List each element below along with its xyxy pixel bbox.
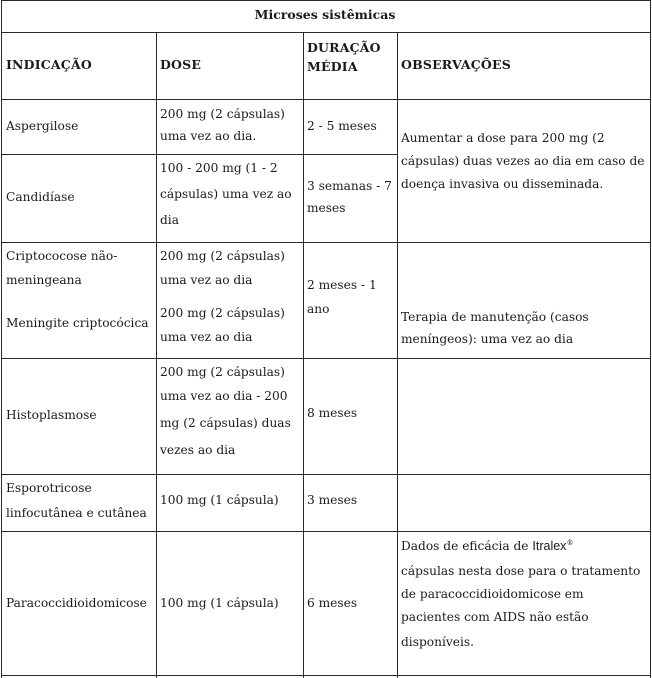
duration-histoplasmose: 8 meses [307, 406, 358, 420]
row-divider-4 [1, 474, 650, 475]
dose-aspergilose-l2: uma vez ao dia. [160, 129, 257, 143]
obs-dose-increase-l1: Aumentar a dose para 200 mg (2 [401, 131, 605, 145]
obs-paracoccidioidomicose-l1 [401, 536, 573, 556]
obs-paracoccidioidomicose-l3: de paracoccidioidomicose em [401, 587, 584, 601]
duration-criptococose-l2: ano [307, 302, 330, 316]
indication-paracoccidioidomicose: Paracoccidioidomicose [6, 596, 147, 610]
row-divider-3 [1, 358, 650, 359]
header-duration-line2: MÉDIA [307, 59, 358, 74]
duration-esporotricose: 3 meses [307, 493, 358, 507]
dose-esporotricose: 100 mg (1 cápsula) [160, 493, 279, 507]
col-divider-1 [156, 32, 157, 678]
indication-aspergilose: Aspergilose [6, 119, 79, 133]
table-caption: Microses sistêmicas [254, 7, 396, 22]
indication-criptococose-l1: Criptococose não- [6, 249, 118, 263]
indication-criptococose-l2: meningeana [6, 273, 82, 287]
header-dose: DOSE [160, 57, 202, 72]
obs-dose-increase-l3: doença invasiva ou disseminada. [401, 177, 604, 191]
brand-name: Itralex [532, 539, 567, 553]
dose-histoplasmose-l4: vezes ao dia [160, 443, 236, 457]
caption-divider [1, 32, 650, 33]
indication-esporotricose-l2: linfocutânea e cutânea [6, 506, 147, 520]
header-divider [1, 99, 650, 100]
obs-meningite-l2: meníngeos): uma vez ao dia [401, 332, 574, 346]
obs-paracoccidioidomicose-l2: cápsulas nesta dose para o tratamento [401, 564, 641, 578]
dose-meningite-l1: 200 mg (2 cápsulas) [160, 306, 285, 320]
obs-dose-increase-l2: cápsulas) duas vezes ao dia em caso de [401, 154, 645, 168]
obs-paracoccidioidomicose-l4: pacientes com AIDS não estão [401, 610, 589, 624]
duration-criptococose-l1: 2 meses - 1 [307, 278, 377, 292]
dose-paracoccidioidomicose: 100 mg (1 cápsula) [160, 596, 279, 610]
duration-paracoccidioidomicose: 6 meses [307, 596, 358, 610]
header-indication: INDICAÇÃO [6, 57, 92, 72]
obs-efficacy-text: Dados de eficácia de [401, 539, 529, 553]
indication-esporotricose-l1: Esporotricose [6, 481, 92, 495]
obs-paracoccidioidomicose-l5: disponíveis. [401, 635, 474, 649]
border-left [1, 0, 2, 678]
duration-candidiase-l1: 3 semanas - 7 [307, 179, 392, 193]
row-divider-2 [1, 242, 650, 243]
row-divider-1 [1, 154, 397, 155]
dose-criptococose-l2: uma vez ao dia [160, 273, 253, 287]
dose-candidiase-l1: 100 - 200 mg (1 - 2 [160, 161, 278, 175]
indication-candidiase: Candidíase [6, 190, 75, 204]
border-top [1, 0, 650, 1]
border-right [650, 0, 651, 678]
row-divider-5 [1, 531, 650, 532]
duration-candidiase-l2: meses [307, 201, 346, 215]
indication-meningite: Meningite criptocócica [6, 316, 149, 330]
border-bottom [1, 675, 650, 676]
dose-histoplasmose-l1: 200 mg (2 cápsulas) [160, 365, 285, 379]
dose-aspergilose-l1: 200 mg (2 cápsulas) [160, 107, 285, 121]
header-duration-line1: DURAÇÃO [307, 40, 381, 55]
dose-criptococose-l1: 200 mg (2 cápsulas) [160, 249, 285, 263]
trademark-symbol: ® [566, 538, 574, 547]
obs-meningite-l1: Terapia de manutenção (casos [401, 310, 589, 324]
dose-meningite-l2: uma vez ao dia [160, 330, 253, 344]
dose-candidiase-l2: cápsulas) uma vez ao [160, 187, 292, 201]
dose-histoplasmose-l3: mg (2 cápsulas) duas [160, 416, 291, 430]
col-divider-3 [397, 32, 398, 678]
dose-candidiase-l3: dia [160, 213, 179, 227]
header-observations: OBSERVAÇÕES [401, 57, 511, 72]
indication-histoplasmose: Histoplasmose [6, 408, 97, 422]
duration-aspergilose: 2 - 5 meses [307, 119, 377, 133]
col-divider-2 [303, 32, 304, 678]
dose-histoplasmose-l2: uma vez ao dia - 200 [160, 389, 288, 403]
